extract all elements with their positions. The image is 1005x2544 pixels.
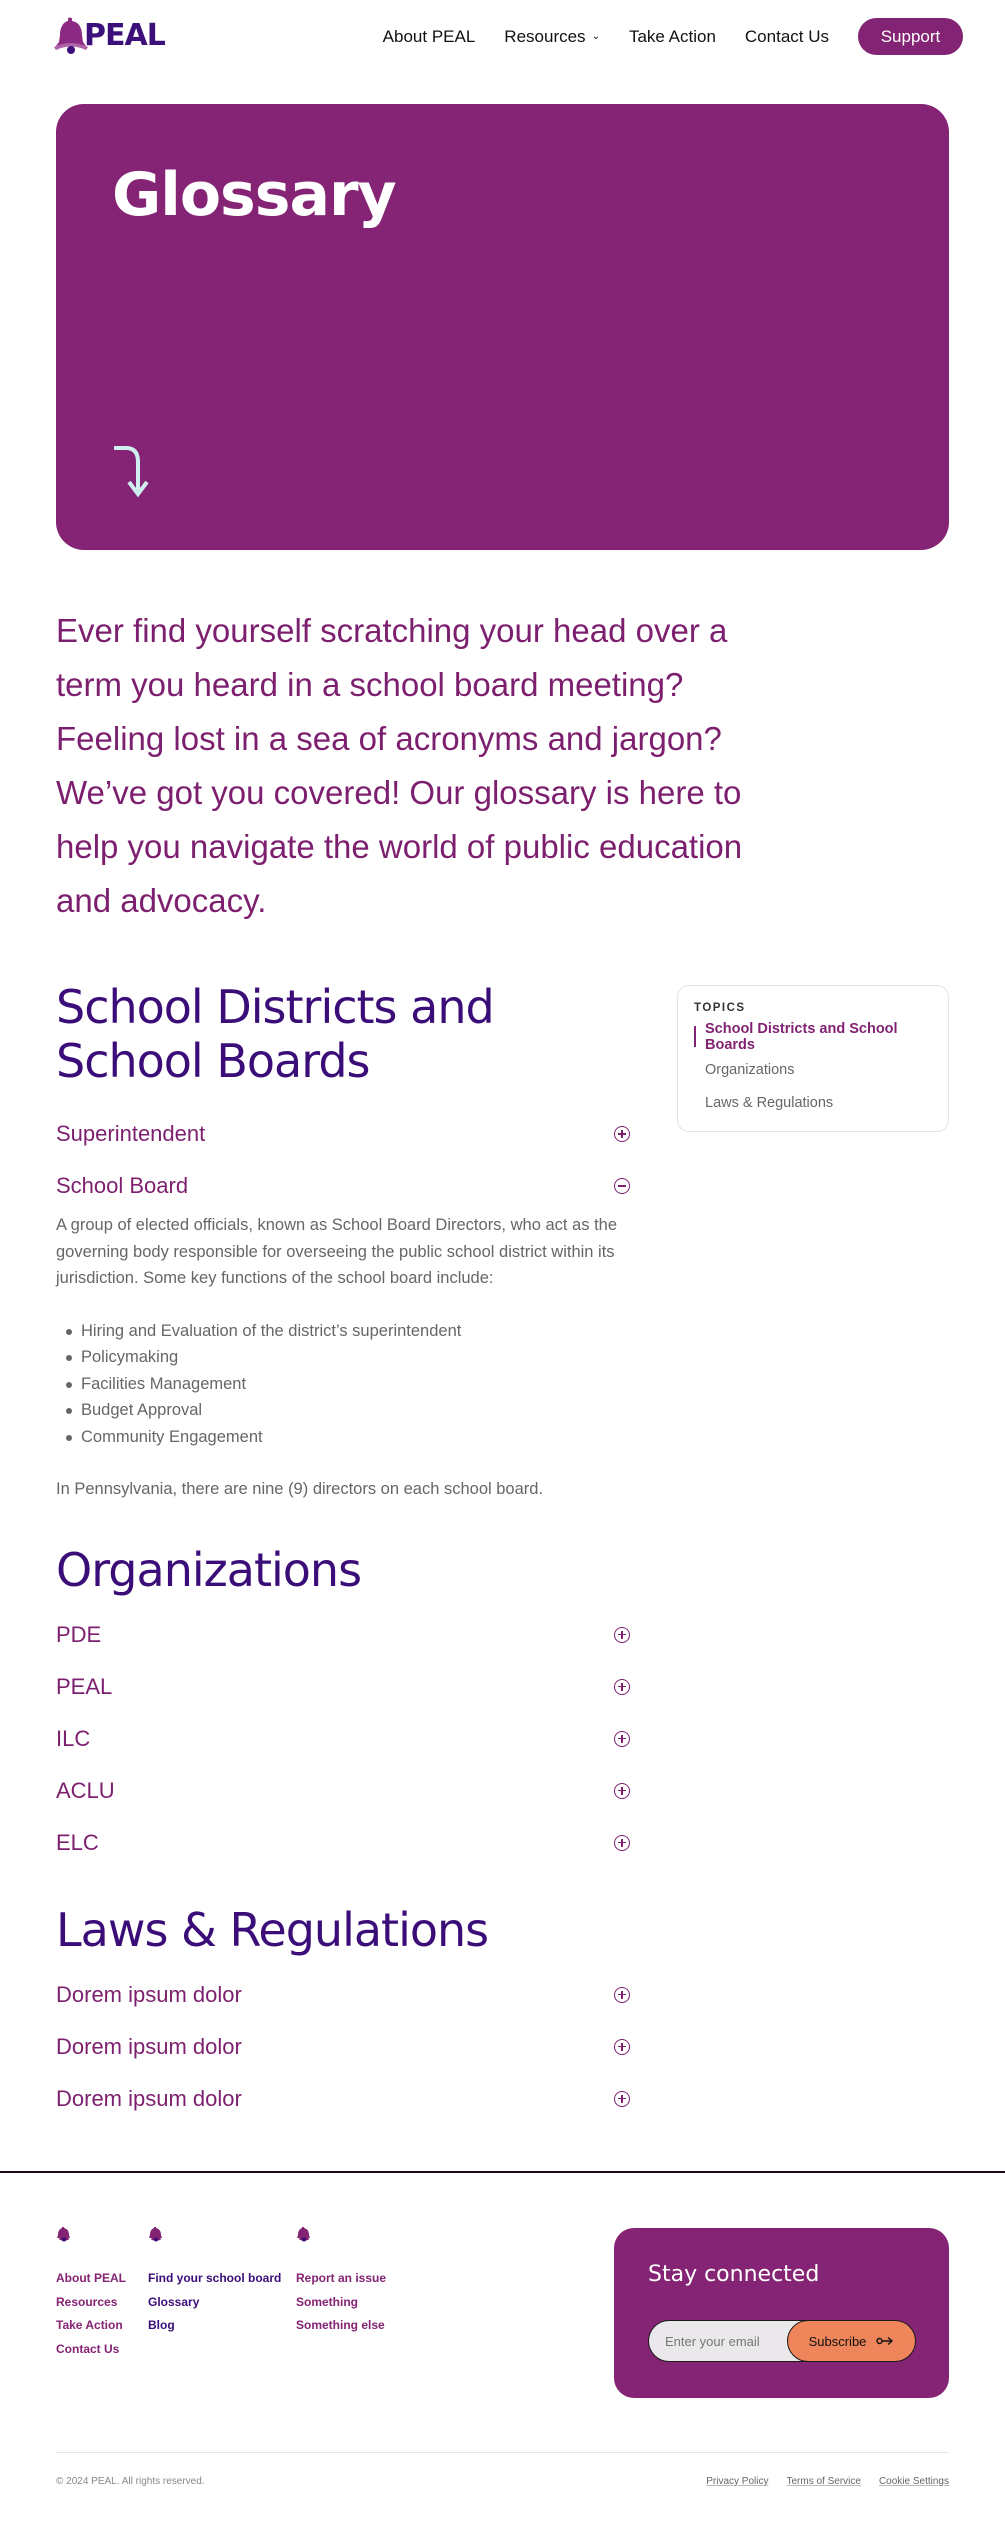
topics-heading: TOPICS [694, 1002, 746, 1014]
site-header [0, 0, 1005, 72]
plus-circle-icon[interactable] [614, 1783, 630, 1799]
topic-link-laws-regulations[interactable]: Laws & Regulations [705, 1094, 834, 1111]
nav-label: About PEAL [382, 26, 476, 46]
list-item: Budget Approval [56, 1397, 632, 1424]
legal-links [688, 2476, 949, 2487]
chevron-down-icon: ⌄ [591, 31, 600, 42]
plus-circle-icon[interactable] [614, 1835, 630, 1851]
key-arrow-icon [876, 2336, 894, 2346]
nav-label: Resources [504, 26, 586, 46]
section-title: Organizations [56, 1542, 362, 1597]
footer-link-about-peal[interactable]: About PEAL [56, 2271, 126, 2285]
accordion-label: ELC [56, 1829, 99, 1855]
key-functions-list [56, 1318, 632, 1451]
accordion-item-elc[interactable] [56, 1817, 632, 1869]
footer-column-2 [148, 2226, 282, 2361]
footer-link-something-else[interactable]: Something else [296, 2318, 385, 2332]
accordion-item-school-board[interactable] [56, 1160, 632, 1212]
accordion-item-superintendent[interactable] [56, 1108, 632, 1160]
footer-link-resources[interactable]: Resources [56, 2294, 118, 2309]
footer-link-glossary[interactable]: Glossary [148, 2294, 200, 2309]
page-title: Glossary [112, 160, 396, 230]
footer-column-3 [296, 2226, 396, 2361]
footer-link-find-school-board[interactable]: Find your school board [148, 2271, 282, 2285]
footer-link-contact-us[interactable]: Contact Us [56, 2341, 120, 2356]
glossary-content [56, 980, 632, 2125]
accordion-label: ILC [56, 1725, 91, 1751]
footer-link-columns [56, 2226, 424, 2361]
accordion-item-law-1[interactable] [56, 1969, 632, 2021]
terms-of-service-link[interactable]: Terms of Service [786, 2476, 861, 2487]
footer-link-report-issue[interactable]: Report an issue [296, 2271, 387, 2285]
accordion-item-peal[interactable] [56, 1661, 632, 1713]
footer-link-blog[interactable]: Blog [148, 2318, 175, 2332]
newsletter-title: Stay connected [648, 2262, 820, 2287]
list-item: Policymaking [56, 1344, 632, 1371]
bell-logo-icon [54, 17, 88, 55]
nav-contact-us[interactable] [745, 27, 829, 47]
footer-link-something[interactable]: Something [296, 2294, 358, 2309]
accordion-item-law-2[interactable] [56, 2021, 632, 2073]
section-school-districts [56, 980, 632, 1503]
accordion-item-law-3[interactable] [56, 2073, 632, 2125]
bell-icon [56, 2226, 72, 2242]
accordion-label: ACLU [56, 1777, 115, 1803]
cookie-settings-link[interactable]: Cookie Settings [878, 2476, 949, 2487]
accordion-item-pde[interactable] [56, 1609, 632, 1661]
accordion-label: Superintendent [56, 1121, 206, 1146]
section-title: Laws & Regulations [56, 1902, 489, 1957]
list-item: Hiring and Evaluation of the district’s superintendent [56, 1318, 632, 1345]
copyright-text: © 2024 PEAL. All rights reserved. [56, 2476, 205, 2487]
plus-circle-icon[interactable] [614, 1731, 630, 1747]
topic-link-school-districts[interactable]: School Districts and School Boards [694, 1020, 932, 1053]
section-organizations [56, 1543, 632, 1869]
nav-take-action[interactable] [629, 27, 716, 47]
footer-link-take-action[interactable]: Take Action [56, 2318, 123, 2332]
section-laws-regulations [56, 1903, 632, 2125]
plus-circle-icon[interactable] [614, 1126, 630, 1142]
subscribe-label: Subscribe [808, 2333, 867, 2349]
topic-link-organizations[interactable]: Organizations [705, 1061, 795, 1078]
list-item: Facilities Management [56, 1371, 632, 1398]
main-nav [383, 18, 963, 55]
accordion-body-school-board [56, 1212, 632, 1503]
subscribe-button[interactable] [787, 2320, 916, 2362]
accordion-label: PDE [56, 1621, 102, 1647]
plus-circle-icon[interactable] [614, 2039, 630, 2055]
plus-circle-icon[interactable] [614, 1627, 630, 1643]
newsletter-card [614, 2228, 949, 2398]
definition-paragraph: A group of elected officials, known as School Board Directors, who act as the governing body responsible for overseeing the public school district within its jurisdiction. Some key functions of the school board include: [56, 1216, 617, 1287]
curved-arrow-down-icon[interactable] [112, 444, 164, 500]
privacy-policy-link[interactable]: Privacy Policy [706, 2476, 769, 2487]
footer-bottom-divider [56, 2452, 949, 2453]
nav-label: Take Action [628, 26, 716, 46]
minus-circle-icon[interactable] [614, 1178, 630, 1194]
footer-column-1 [56, 2226, 126, 2361]
intro-paragraph: Ever find yourself scratching your head over a term you heard in a school board meeting? Feeling lost in a sea of acronyms and jargon? We’ve got you covered! Our glossary is here to help you navigate the world of public education and advocacy. [56, 612, 743, 919]
definition-footnote: In Pennsylvania, there are nine (9) directors on each school board. [56, 1480, 544, 1498]
newsletter-form [648, 2320, 916, 2362]
plus-circle-icon[interactable] [614, 2091, 630, 2107]
bell-icon [296, 2226, 312, 2242]
nav-resources[interactable] [504, 27, 600, 47]
topics-sidebar [677, 985, 949, 1132]
accordion-label: School Board [56, 1173, 189, 1198]
accordion-item-ilc[interactable] [56, 1713, 632, 1765]
section-title: School Districts and School Boards [56, 980, 494, 1088]
hero-banner [56, 104, 949, 550]
plus-circle-icon[interactable] [614, 1987, 630, 2003]
logo-wordmark: PEAL [84, 18, 165, 53]
footer-divider [0, 2171, 1005, 2173]
email-input[interactable] [648, 2320, 808, 2362]
accordion-label: Dorem ipsum dolor [56, 2085, 242, 2111]
accordion-label: Dorem ipsum dolor [56, 2033, 242, 2059]
bell-icon [148, 2226, 164, 2242]
peal-logo[interactable] [54, 16, 182, 56]
nav-label: Contact Us [744, 26, 829, 46]
support-button[interactable]: Support [858, 18, 963, 55]
accordion-item-aclu[interactable] [56, 1765, 632, 1817]
accordion-label: PEAL [56, 1673, 113, 1699]
accordion-label: Dorem ipsum dolor [56, 1981, 242, 2007]
nav-about-peal[interactable] [383, 27, 476, 47]
list-item: Community Engagement [56, 1424, 632, 1451]
plus-circle-icon[interactable] [614, 1679, 630, 1695]
